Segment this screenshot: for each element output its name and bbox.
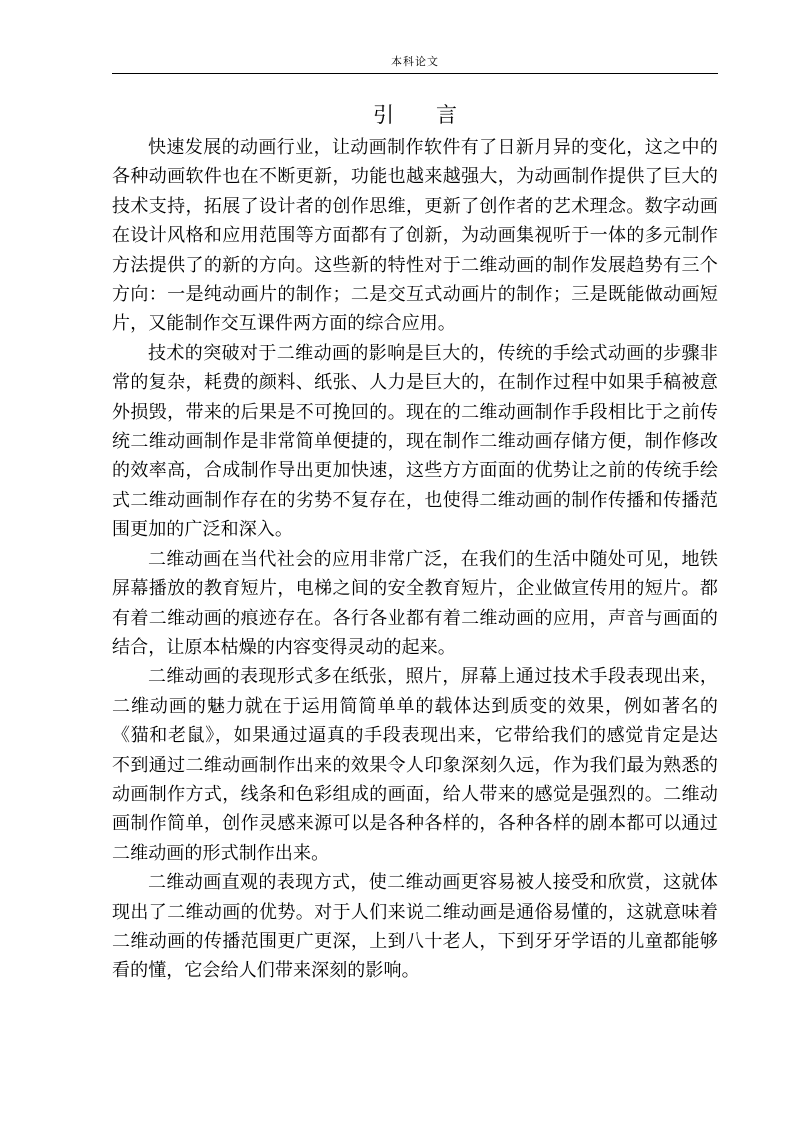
paragraph: 技术的突破对于二维动画的影响是巨大的，传统的手绘式动画的步骤非常的复杂，耗费的颜料、纸张、人力是巨大的，在制作过程中如果手稿被意外损毁，带来的后果是不可挽回的。现在的二维动画制作手段相比于之前传统二维动画制作是非常简单便捷的，现在制作二维动画存储方便，制作修改的效率高，合成制作导出更加快速，这些方方面面的优势让之前的传统手绘式二维动画制作存在的劣势不复存在，也使得二维动画的制作传播和传播范围更加的广泛和深入。	[112, 342, 718, 541]
body-text	[112, 133, 718, 986]
header-divider	[112, 73, 718, 74]
running-header: 本科论文	[391, 55, 439, 68]
section-title: 引言	[373, 103, 499, 127]
paragraph: 快速发展的动画行业，让动画制作软件有了日新月异的变化，这之中的各种动画软件也在不断更新，功能也越来越强大，为动画制作提供了巨大的技术支持，拓展了设计者的创作思维，更新了创作者的艺术理念。数字动画在设计风格和应用范围等方面都有了创新，为动画集视听于一体的多元制作方法提供了的新的方向。这些新的特性对于二维动画的制作发展趋势有三个方向：一是纯动画片的制作；二是交互式动画片的制作；三是既能做动画短片，又能制作交互课件两方面的综合应用。	[112, 137, 718, 335]
paragraph: 二维动画直观的表现方式，使二维动画更容易被人接受和欣赏，这就体现出了二维动画的优势。对于人们来说二维动画是通俗易懂的，这就意味着二维动画的传播范围更广更深，上到八十老人，下到牙牙学语的儿童都能够看的懂，它会给人们带来深刻的影响。	[112, 872, 718, 982]
paragraph: 二维动画的表现形式多在纸张，照片，屏幕上通过技术手段表现出来，二维动画的魅力就在于运用简简单单的载体达到质变的效果，例如著名的《猫和老鼠》，如果通过逼真的手段表现出来，它带给我们的感觉肯定是达不到通过二维动画制作出来的效果令人印象深刻久远，作为我们最为熟悉的动画制作方式，线条和色彩组成的画面，给人带来的感觉是强烈的。二维动画制作简单，创作灵感来源可以是各种各样的，各种各样的剧本都可以通过二维动画的形式制作出来。	[112, 666, 718, 864]
paragraph: 二维动画在当代社会的应用非常广泛，在我们的生活中随处可见，地铁屏幕播放的教育短片，电梯之间的安全教育短片，企业做宣传用的短片。都有着二维动画的痕迹存在。各行各业都有着二维动画的应用，声音与画面的结合，让原本枯燥的内容变得灵动的起来。	[112, 548, 718, 658]
